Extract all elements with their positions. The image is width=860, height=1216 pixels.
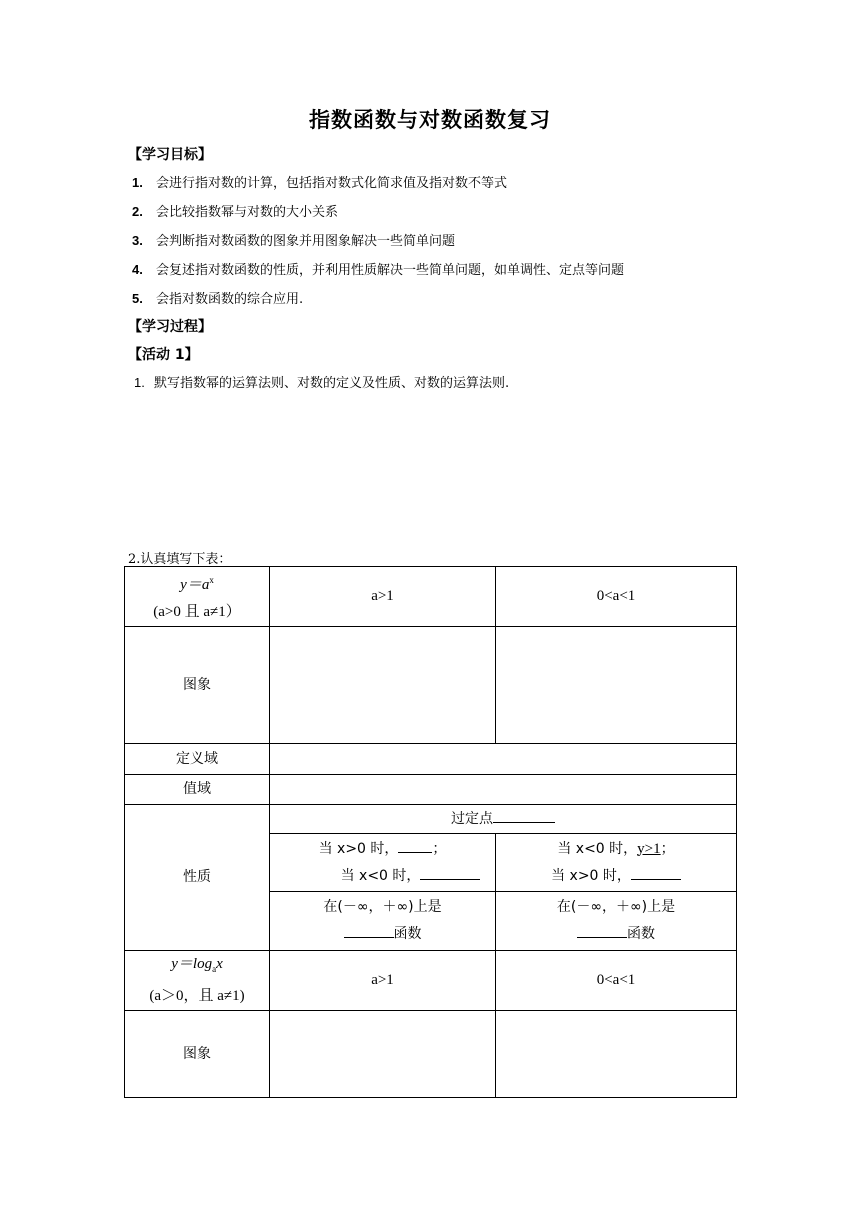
table-row	[125, 627, 737, 744]
table-row	[125, 775, 737, 805]
log-graph-cell-a-between[interactable]	[496, 1011, 737, 1098]
log-col-header-a-gt-1: a>1	[270, 951, 496, 1011]
goal-number: 3.	[132, 233, 143, 248]
goal-text: 会判断指对数函数的图象并用图象解决一些简单问题	[156, 234, 456, 249]
exp-header-func: y＝a	[180, 577, 210, 593]
table-row	[125, 951, 737, 1011]
goal-item	[132, 230, 455, 249]
range-label: 值域	[125, 775, 270, 805]
log-header-sub: a	[212, 964, 217, 974]
page-title: 指数函数与对数函数复习	[309, 108, 551, 132]
process-heading: 【学习过程】	[128, 319, 212, 335]
right-line2-blank[interactable]	[631, 865, 681, 880]
left-line2-blank[interactable]	[420, 865, 480, 880]
goal-number: 2.	[132, 204, 143, 219]
left-line1-blank[interactable]	[398, 838, 432, 853]
property-cell-a-gt-1	[270, 834, 496, 892]
mono-cell-a-between	[496, 892, 737, 951]
mono-text-right: 在(－∞，＋∞)上是	[556, 899, 676, 915]
goal-item	[132, 288, 303, 307]
mono-cell-a-gt-1	[270, 892, 496, 951]
log-header-cond: (a＞0，且 a≠1)	[149, 988, 245, 1004]
right-line1-text: 当 x<0 时，	[557, 840, 638, 857]
mono-post-left: 函数	[393, 926, 422, 942]
table-row	[125, 1011, 737, 1098]
goal-item	[132, 172, 507, 191]
domain-label: 定义域	[125, 744, 270, 775]
left-line1-post: ；	[432, 840, 447, 857]
log-function-header	[125, 951, 270, 1011]
exp-function-header	[125, 567, 270, 627]
goal-text: 会比较指数幂与对数的大小关系	[156, 205, 339, 220]
exp-header-cond: (a>0 且 a≠1）	[153, 604, 241, 620]
activity-item-number: 1.	[134, 375, 145, 390]
table-row	[125, 567, 737, 627]
activity-item-text: 默写指数幂的运算法则、对数的定义及性质、对数的运算法则.	[154, 376, 510, 391]
property-label: 性质	[125, 805, 270, 951]
table-intro: 2.认真填写下表：	[128, 552, 232, 567]
graph-label: 图象	[125, 627, 270, 744]
graph-cell-a-gt-1[interactable]	[270, 627, 496, 744]
function-table	[124, 566, 737, 1098]
right-line1-post: ；	[660, 840, 675, 857]
left-line2-text: 当 x<0 时，	[340, 867, 421, 884]
goal-item	[132, 259, 624, 278]
table-row	[125, 805, 737, 834]
range-cell[interactable]	[270, 775, 737, 805]
log-graph-label: 图象	[125, 1011, 270, 1098]
goal-text: 会指对数函数的综合应用.	[156, 292, 304, 307]
property-cell-a-between	[496, 834, 737, 892]
mono-text-left: 在(－∞，＋∞)上是	[323, 899, 442, 915]
left-line1-text: 当 x>0 时，	[318, 840, 399, 857]
col-header-a-gt-1: a>1	[270, 567, 496, 627]
goal-item	[132, 201, 338, 220]
goal-text: 会复述指对数函数的性质，并利用性质解决一些简单问题，如单调性、定点等问题	[156, 263, 625, 278]
goal-number: 5.	[132, 291, 143, 306]
right-line1-filled: y>1	[637, 840, 661, 857]
right-line2-text: 当 x>0 时，	[551, 867, 631, 884]
domain-cell[interactable]	[270, 744, 737, 775]
activity-heading: 【活动 1】	[128, 347, 199, 363]
log-col-header-a-between: 0<a<1	[496, 951, 737, 1011]
table-row	[125, 744, 737, 775]
mono-blank-right[interactable]	[577, 923, 627, 938]
goals-heading: 【学习目标】	[128, 147, 212, 163]
goal-text: 会进行指对数的计算，包括指对数式化简求值及指对数不等式	[156, 176, 508, 191]
mono-blank-left[interactable]	[344, 923, 394, 938]
fixed-point-cell	[270, 805, 737, 834]
exp-header-sup: x	[209, 575, 214, 585]
fixed-point-text: 过定点	[451, 810, 493, 827]
goal-number: 1.	[132, 175, 143, 190]
mono-post-right: 函数	[627, 926, 655, 942]
graph-cell-a-between[interactable]	[496, 627, 737, 744]
goal-number: 4.	[132, 262, 143, 277]
log-header-pre: y＝log	[171, 956, 213, 972]
log-header-post: x	[216, 956, 223, 972]
col-header-a-between: 0<a<1	[496, 567, 737, 627]
fixed-point-blank[interactable]	[493, 808, 555, 823]
log-graph-cell-a-gt-1[interactable]	[270, 1011, 496, 1098]
activity-item	[134, 372, 509, 391]
